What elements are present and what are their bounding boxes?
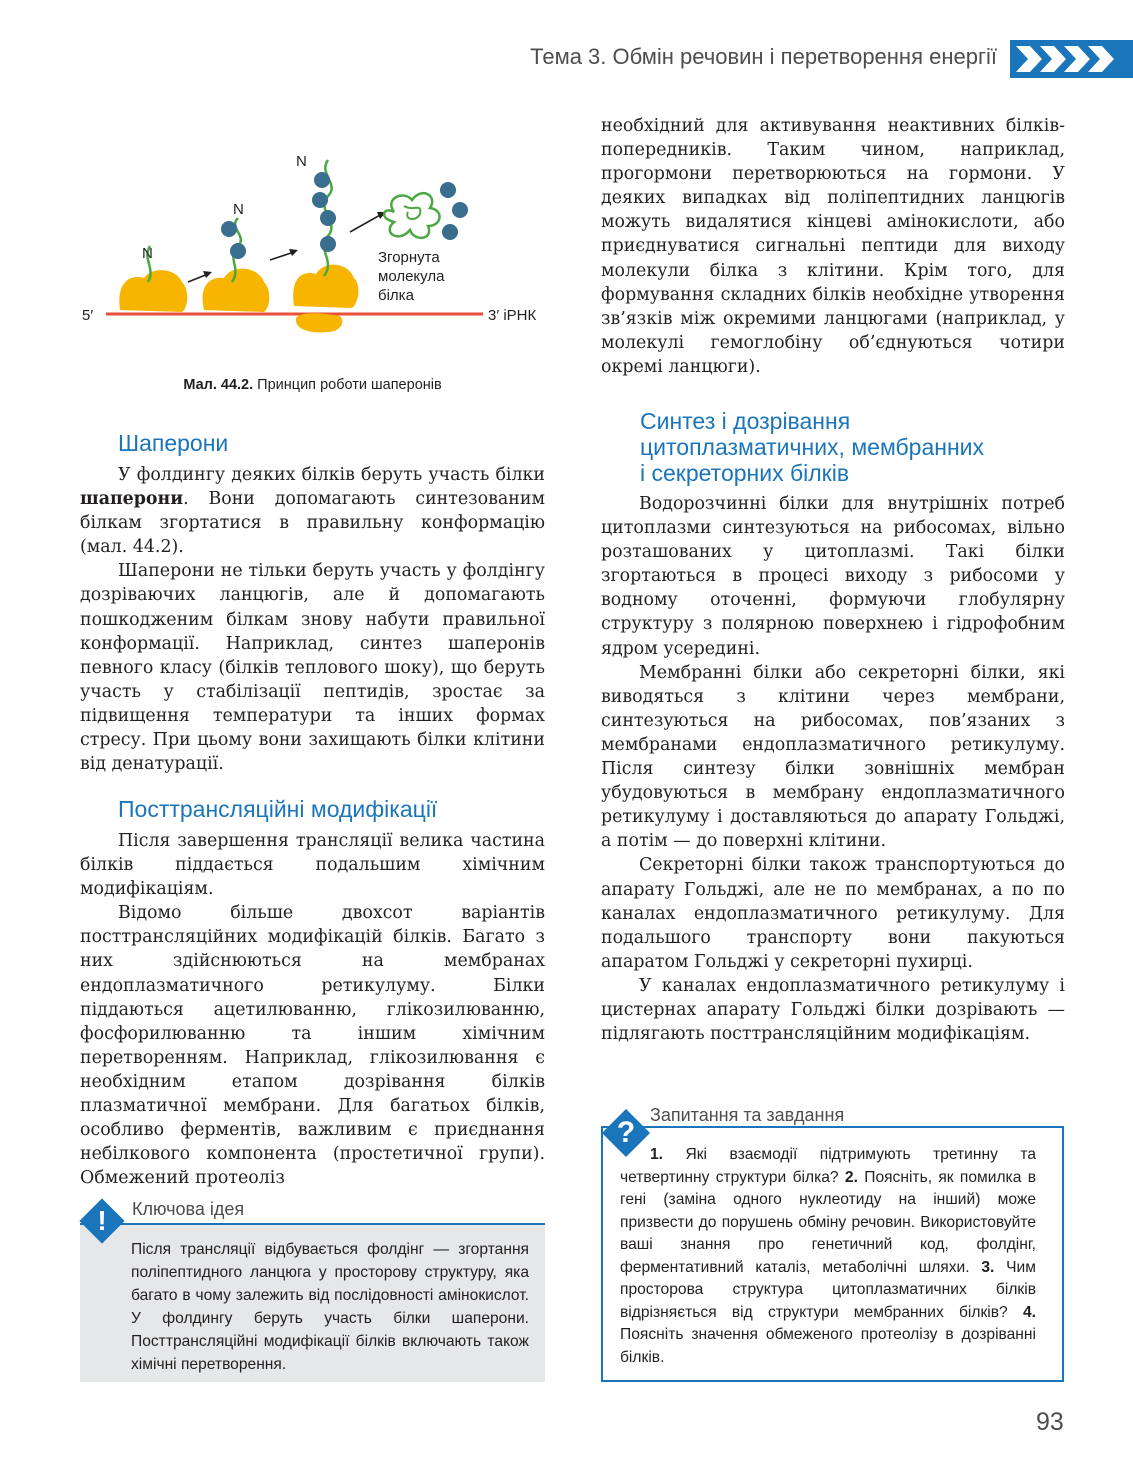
figure-caption (80, 377, 545, 393)
folded-label-3: білка (378, 287, 414, 304)
heading-post-translational: Посттрансляційні модифікації (118, 796, 438, 822)
paragraph: необхідний для активування неактивних білків-попередників. Таким чином, наприклад, прогормони перетворюються на гормони. У деяких випадках від поліпептидних ланцюгів можуть видалятися кінцеві амінокислоти, або приєднуватися сигнальні пептиди для виходу молекули білка з клітини. Крім того, для формування складних білків необхідне утворення зв’язків між окремими ланцюгами (наприклад, у молекулі гемоглобіну об’єднуються чотири окремі ланцюги). (601, 116, 1065, 377)
questions-text (620, 1144, 1036, 1369)
right-text-block-1 (601, 114, 1065, 379)
n-label-3: N (296, 153, 307, 170)
left-text-block-2 (80, 829, 545, 1190)
paragraph-text: . Вони допомагають синтезованим білкам згортатися в правильну конформацію (мал. 44.2). (80, 489, 545, 558)
question-3: Чим просторова структура цитоплазматичних білків відрізняється від структури мембранних білків? (620, 1258, 1036, 1321)
key-idea-title: Ключова ідея (132, 1199, 245, 1219)
heading-chaperones: Шаперони (118, 430, 229, 456)
question-2: Поясніть, як помилка в гені (заміна одного нуклеотиду на інший) може призвести до порушень обміну речовин. Використовуйте ваші знання про генетичний код, фолдінг, ферментативний каталіз, метаболічні шляхи. (620, 1168, 1036, 1276)
question-1: Які взаємодії підтримують третинну та четвертинну структури білка? (620, 1146, 1036, 1186)
question-number: 4. (1022, 1303, 1036, 1321)
left-text-block-1 (80, 463, 545, 776)
question-mark-icon: ? (616, 1116, 636, 1149)
question-number: 1. (650, 1146, 664, 1163)
three-prime-label: 3′ іРНК (488, 307, 537, 324)
folded-label-2: молекула (378, 268, 445, 285)
paragraph: Шаперони не тільки беруть участь у фолдінгу дозріваючих ланцюгів, але й допомагають пошкодженим білкам знову набути правильної конформації. Наприклад, синтез шаперонів певного класу (білків теплового шоку), що беруть участь у стабілізації пептидів, зростає за підвищення температури та інших формах стресу. При цьому вони захищають білки клітини від денатурації. (80, 561, 545, 775)
paragraph: Після завершення трансляції велика частина білків піддається подальшим хімічним модифікаціям. (80, 831, 545, 900)
arrow-3 (350, 214, 382, 232)
paragraph-text: У фолдингу деяких білків беруть участь білки (118, 465, 545, 485)
heading-line: цитоплазматичних, мембранних (640, 434, 985, 460)
ribosome-2 (203, 218, 270, 312)
paragraph: Водорозчинні білки для внутрішніх потреб цитоплазми синтезуються на рибосомах, вільно розташованих у цитоплазмі. Такі білки згортаються в процесі виходу з рибосоми у водному оточенні, формуючи глобулярну структуру з полярною поверхнею і гідрофобним ядром усередині. (601, 494, 1065, 659)
term-chaperones: шаперони (80, 489, 184, 510)
chaperone-diagram (78, 150, 548, 350)
paragraph: Відомо більше двохсот варіантів посттрансляційних модифікацій білків. Багато з них здійснюються на мембранах ендоплазматичного ретикулуму. Білки піддаються ацетилюванню, глікозилюванню, фосфорилюванню та іншим хімічним перетворенням. Наприклад, глікозилювання є необхідним етапом дозрівання білків плазматичної мембрани. Для багатьох білків, особливо ферментів, важливим є приєднання небілкового компонента (простетичної групи). Обмежений протеоліз (80, 903, 545, 1189)
caption-number: Мал. 44.2. (183, 377, 254, 393)
page-number: 93 (1036, 1408, 1064, 1436)
question-number: 3. (981, 1258, 995, 1276)
paragraph: Мембранні білки або секреторні білки, які виводяться з клітини через мембрани, синтезуються на рибосомах, пов’язаних з мембранами ендоплазматичного ретикулуму. Після синтезу білки зовнішніх мембран убудовуються в мембрану ендоплазматичного ретикулуму і доставляються до апарату Гольджі, а потім — до поверхні клітини. (601, 662, 1065, 852)
ribosome-3 (293, 160, 358, 332)
key-idea-rule (80, 1223, 545, 1225)
heading-synthesis (640, 408, 984, 486)
ribosome-1 (119, 246, 187, 312)
right-text-block-2 (601, 492, 1065, 1046)
paragraph: Секреторні білки також транспортуються до апарату Гольджі, але не по мембранах, а по по каналах ендоплазматичного ретикулуму. Для подальшого транспорту вони пакуються апаратом Гольджі у секреторні пухирці. (601, 855, 1065, 972)
heading-line: і секреторних білків (640, 460, 850, 486)
questions-title: Запитання та завдання (650, 1105, 848, 1126)
folded-label-1: Згорнута (378, 249, 440, 266)
folded-protein (384, 182, 468, 240)
key-idea-text: Після трансляції відбувається фолдінг — згортання поліпептидного ланцюга у просторову структуру, яка багато в чому залежить від послідовності амінокислот. У фолдингу беруть участь білки шаперони. Посттрансляційні модифікації білків включають також хімічні перетворення. (131, 1241, 529, 1373)
n-label-2: N (233, 201, 244, 218)
arrow-2 (270, 252, 294, 260)
paragraph (80, 463, 545, 559)
five-prime-label: 5′ (82, 307, 94, 324)
exclamation-icon: ! (97, 1205, 107, 1236)
chapter-title: Тема 3. Обмін речовин і перетворення енергії (530, 44, 997, 69)
chevrons-icon (1010, 40, 1133, 78)
heading-line: Синтез і дозрівання (640, 408, 851, 434)
question-4: Поясніть значення обмеженого протеолізу в дозріванні білків. (620, 1326, 1036, 1366)
paragraph: У каналах ендоплазматичного ретикулуму і цистернах апарату Гольджі білки дозрівають — підлягають посттрансляційним модифікаціям. (601, 975, 1065, 1045)
caption-text: Принцип роботи шаперонів (253, 377, 442, 393)
question-number: 2. (844, 1168, 858, 1186)
n-label-1: N (142, 245, 153, 262)
